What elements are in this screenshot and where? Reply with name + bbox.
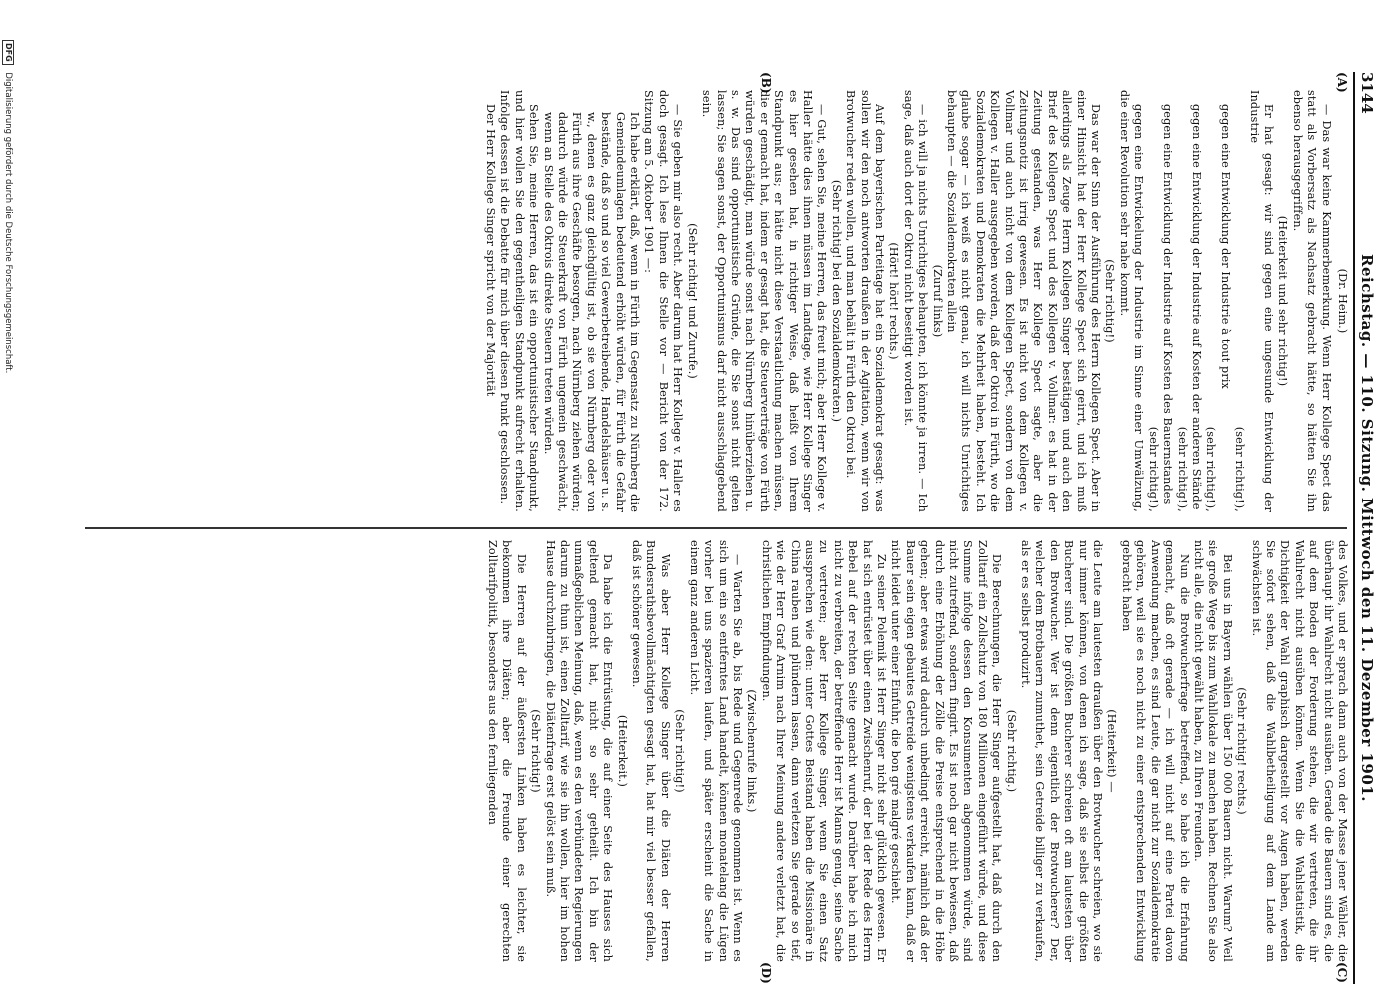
page-header [1356,72,1378,984]
paragraph: gegen eine Entwicklung der Industrie à tout prix [1218,104,1232,390]
interjection: (Heiterkeit.) [615,714,629,788]
paragraph: — Warten Sie ab, bis Rede und Gegenrede genommen ist. Wenn es sich um ein so entferntes Land handelt, können monatelang die Lügen vorher bei uns spazieren laufen, und später erscheint die Sache in einem ganz anderen Licht. [687,540,744,962]
paragraph: gegen eine Entwicklung der Industrie auf Kosten der anderen Stände [1189,104,1203,510]
paragraph: gegen eine Entwickelung der Industrie im Sinne einer Umwälzung, die einer Revolution sehr nahe kommt. [1117,90,1146,512]
dfg-logo: DFG [2,40,14,65]
paragraph: Auf dem bayerischen Parteitage hat ein Sozialdemokrat gesagt: was sollen wir den noch antworten draußen in der Agitation, wenn wir von Brotwucher reden wollen, und man behält in Fürth den Oktroi bei. [844,90,886,512]
paragraph: die Leute am lautesten draußen über den Brotwucher schreien, wo sie nur immer können, von denen ich sage, daß sie selbst die größten Bucherer sind. Die größten Bucherer schreien oft am lautesten über den Brotwucher. Wer ist denn eigentlich der Brotwucherer? Der, welcher dem Brotbauern zumuthet, sein Getreide billiger zu verkaufen, als er es selbst produzirt. [1019,540,1105,962]
interjection: (Hört! hört! rechts.) [887,242,901,360]
interjection: (Sehr richtig! bei den Sozialdemokraten.) [829,179,843,423]
paragraph: — Gut, sehen Sie, meine Herren, das freut mich; aber Herr Kollege v. Haller hätte dies ihnen müssen im Landtage, wie Herr Kollege Singer es hier gesehen hat, in richtiger Weise, daß heißt von Ihrem Standpunkt aus; er hätte nicht diese Verstaatlichung machen müssen, die er gemacht hat, indem er gesagt hat, die Steuerverträge von Fürth würden geschädigt, man würde sonst nach Nürnberg hinüberziehen u. s. w. Das sind opportunistische Gründe, die Sie sonst nicht gelten lassen; Sie sagen sonst, der Opportunismus darf nicht ausschlaggebend sein. [700,90,829,512]
right-column [87,540,1349,962]
margin-marker-c: (C) [1335,962,1349,983]
page-number: 3144 [1358,72,1376,114]
paragraph: Die Herren auf der äußersten Linken haben es leichter, sie bekommen ihre Diäten; aber die Freunde einer gerechten Zolltarifpolitik, besonders aus den fernliegenden [486,540,528,962]
paragraph: Das war der Sinn der Ausführung des Herrn Kollegen Spect. Aber in einer Hinsicht hat der Herr Kollege Spect sich geirrt, und ich muß allerdings als Zeuge Herrn Kollegen Singer bestätigen und auch den Brief des Kollegen Spect und des Kollegen v. Vollmar: es hat in der Zeitung gestanden, was Herr Kollege Spect sagte, aber die Zeitungsnotiz ist irrig gewesen. Es ist nicht von dem Kollegen v. Vollmar und auch nicht von dem Kollegen Spect, sondern von dem Kollegen v. Haller ausgegeben worden, daß der Oktroi in Fürth, wo die Sozialdemokraten und Demokraten die Mehrheit haben, besteht. Ich glaube sogar — ich weiß es nicht genau, ich will nichts Unrichtiges behaupten — die Sozialdemokraten allein [945,90,1103,512]
digitization-credit [1,40,15,1000]
interjection: (Sehr richtig! und Zurufe.) [685,223,699,379]
paragraph: Die Berechnungen, die Herr Singer aufgestellt hat, daß durch den Zolltarif ein Zollschutz von 180 Millionen eingeführt würde, und diese Summe infolge dessen den Konsumenten abgenommen würde, sind nicht zutreffend, sondern fingirt. Es ist noch gar nicht bewiesen, daß durch eine Erhöhung der Zölle die Preise entsprechend in die Höhe gehen; aber etwas wird dadurch unbedingt erreicht, nämlich daß der Bauer sein eigen gebautes Getreide wenigstens verkaufen kann, daß er nicht leidet unter einer Einfuhr, die bon gré malgré geschieht. [889,540,1004,962]
paragraph: Bei uns in Bayern wählen über 150 000 Bauern nicht. Warum? Weil sie große Wege bis zum Wahllokale zu machen haben. Rechnen Sie also nicht alle, die nicht gewählt haben, zu Ihren Freunden. [1191,540,1234,962]
interjection: (Heiterkeit) — [1105,709,1119,793]
margin-marker-d: (D) [759,962,773,984]
left-column [87,90,1349,512]
paragraph: Er hat gesagt: wir sind gegen eine ungesunde Entwicklung der Industrie [1247,90,1275,512]
interjection: (Sehr richtig!) [1103,259,1117,343]
interjection: (sehr richtig!), [1146,426,1160,512]
speaker-label: (Dr. Heim.) [1336,268,1349,334]
interjection: (Zwischenrufe links.) [745,689,759,813]
paragraph: des Volkes, und er sprach dann auch von der Masse jener Wähler, die überhaupt ihr Wahlrecht nicht ausüben. Gerade die Bauern sind es, die auf dem Boden der Forderung stehen, die wir vertreten, die ihr Wahlrecht nicht ausüben können. Wenn Sie die Wahlstatistik, die Dichtigkeit der Wahl graphisch dargestellt vor Augen haben, werden Sie sofort sehen, daß die Wahlbetheiligung auf dem Lande am schwächsten ist. [1249,540,1349,962]
interjection: (Sehr richtig!) [673,709,687,793]
interjection: (Sehr richtig! rechts.) [1235,687,1249,815]
paragraph: Was aber Herr Kollege Singer über die Diäten der Herren Bundesrathsbevollmächtigten gesagt hat, hat mir viel besser gefallen, daß ist schöner gewesen. [630,540,672,962]
interjection: (sehr richtig!), [1204,426,1218,512]
interjection: (Zuruf links) [930,264,944,338]
header-rule [1353,72,1355,984]
credit-text: Digitalisierung gefördert durch die Deutsche Forschungsgemeinschaft. [3,72,13,374]
paragraph: gegen eine Entwicklung der Industrie auf Kosten des Bauernstandes [1161,104,1175,505]
margin-marker-a: (A) [1335,72,1349,93]
paragraph: — Sie geben mir also recht. Aber darum hat Herr Kollege v. Haller es doch gesagt. Ich lese Ihnen die Stelle vor — Bericht von der 172. Sitzung am 5. Oktober 1901 —: [642,90,685,512]
column-divider [85,527,1347,529]
interjection: (sehr richtig!), [1233,426,1247,512]
paragraph: — Das war keine Kammerbemerkung. Wenn Herr Kollege Spect das statt als Vorbersatz als Nachsatz gebracht hätte, so hätten Sie ihn ebenso herausgegriffen. [1290,90,1333,512]
paragraph: Nun die Brotwucherfrage betreffend, so habe ich die Erfahrung gemacht, daß oft gerade — ich will nicht auf eine Partei davon Anwendung machen, es sind Leute, die gar nicht zur Sozialdemokratie gehören, weil sie es noch nicht zu einer entsprechenden Entwicklung gebracht haben [1119,540,1191,962]
running-title: Reichstag. — 110. Sitzung. Mittwoch den 11. Dezember 1901. [1358,254,1376,802]
interjection: (sehr richtig!), [1175,426,1189,512]
quotation: Ich habe erklärt, daß, wenn in Fürth im Gegensatz zu Nürnberg die Gemeindeumlagen bedeutend erhöht würden, für Fürth die Gefahr bestände, daß so und so viel Gewerbetreibende, Handelshäuser u. s. w., denen es ganz gleichgültig ist, ob sie von Nürnberg oder von Fürth aus ihre Geschäfte besorgen, nach Nürnberg ziehen würden; dadurch würde die Steuerkraft von Fürth ungemein geschwächt, wenn an Stelle des Oktrois direkte Steuern treten würden. [541,112,642,512]
paragraph: Zu seiner Polemik ist Herr Singer nicht sehr glücklich gewesen. Er hat sich entrüstet über einen Zwischenruf, der bei der Rede des Herrn Bebel auf der rechten Seite gemacht wurde. Darüber habe ich mich nicht zu verbreiten, der betreffende Herr ist Manns genug, seine Sache zu vertreten; aber Herr Kollege Singer, wenn Sie einen Satz aussprechen wie den: unter Gottes Beistand haben die Missionäre in China rauben und plündern lassen, dann verletzen Sie gerade so tief, wie der Herr Graf Arnim nach Ihrer Meinung andere verletzt hat, die christlichen Empfindungen. [759,540,888,962]
paragraph: Der Herr Kollege Singer spricht von der Majorität [484,104,498,397]
paragraph: Da habe ich die Entrüstung, die auf einer Seite des Hauses sich geltend gemacht hat, nicht so sehr getheilt. Ich bin der unmaßgeblichen Meinung, daß, wenn es den verbündeten Regierungen darum zu thun ist, einen Zolltarif, wie sie ihn wollen, hier im hohen Hause durchzubringen, die Diätenfrage erst gelöst sein muß. [543,540,615,962]
margin-marker-b: (B) [759,72,773,94]
interjection: (Sehr richtig.) [1004,709,1018,793]
paragraph: — ich will ja nichts Unrichtiges behaupten, ich könnte ja irren. — Ich sage, daß auch dort der Oktroi nicht beseitigt worden ist. [901,90,930,512]
interjection: (Sehr richtig!) [529,709,543,793]
paragraph: Sehen Sie, meine Herren, das ist ein opportunistischer Standpunkt, und hier wollen Sie den gegentheiligen Standpunkt aufrecht erhalten. Infolge dessen ist die Debatte für mich über diesen Punkt geschlossen. [498,90,541,512]
interjection: (Heiterkeit und sehr richtig!) [1276,215,1290,387]
